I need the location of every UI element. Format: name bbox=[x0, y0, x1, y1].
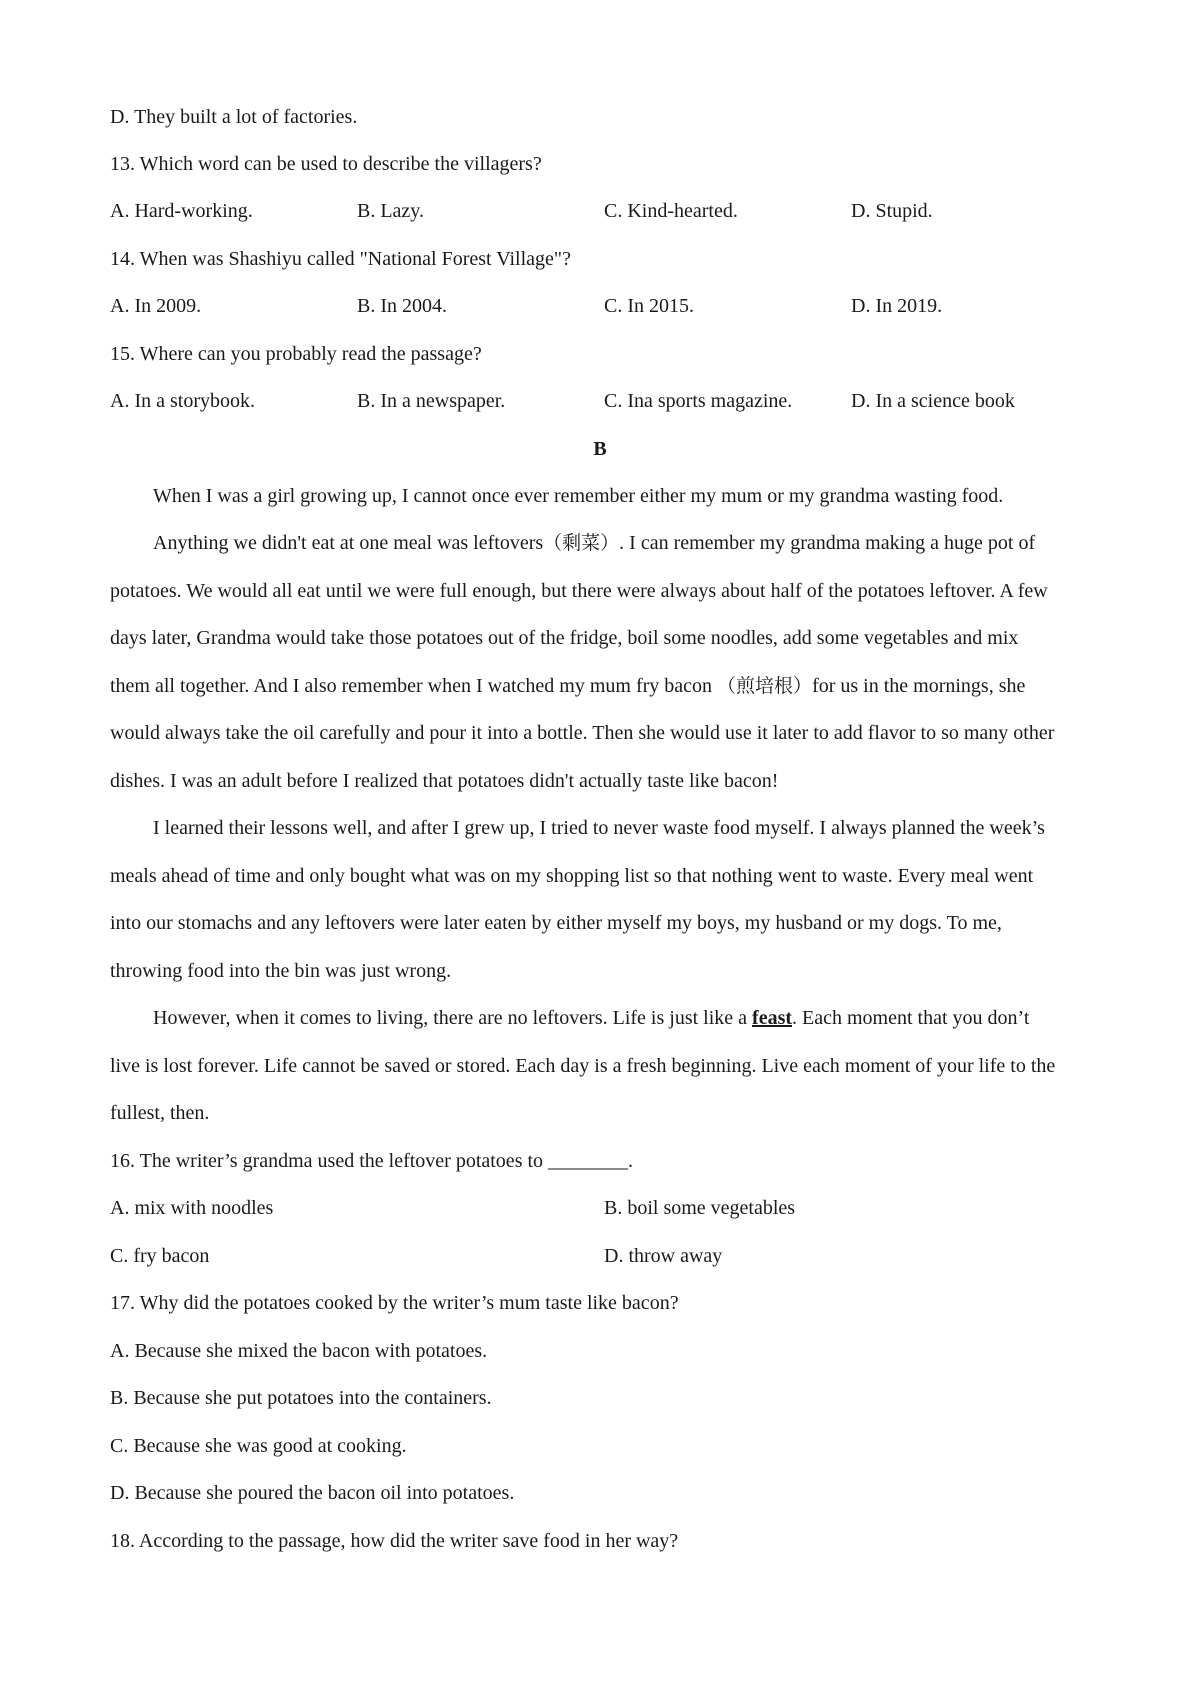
passage-text: . Each moment that you don’t bbox=[792, 1007, 1030, 1029]
passage-p3-line-2: meals ahead of time and only bought what was on my shopping list so that nothing went to waste. Every meal went bbox=[110, 865, 1034, 887]
q14-option-b: B. In 2004. bbox=[357, 295, 447, 317]
q17-stem: 17. Why did the potatoes cooked by the writer’s mum taste like bacon? bbox=[110, 1292, 679, 1314]
q17-option-d: D. Because she poured the bacon oil into potatoes. bbox=[110, 1482, 515, 1504]
passage-p2-line-6: dishes. I was an adult before I realized that potatoes didn't actually taste like bacon! bbox=[110, 770, 779, 792]
q14-option-d: D. In 2019. bbox=[851, 295, 943, 317]
q15-stem: 15. Where can you probably read the passage? bbox=[110, 343, 482, 365]
passage-p2-line-4 bbox=[110, 674, 1090, 698]
q14-option-c: C. In 2015. bbox=[604, 295, 694, 317]
q14-option-a: A. In 2009. bbox=[110, 295, 202, 317]
q13-option-c: C. Kind-hearted. bbox=[604, 200, 738, 222]
passage-p3-line-4: throwing food into the bin was just wrong. bbox=[110, 960, 452, 982]
passage-text: . I can remember my grandma making a huge pot of bbox=[619, 532, 1036, 554]
q15-option-b: B. In a newspaper. bbox=[357, 390, 506, 412]
q12-option-d: D. They built a lot of factories. bbox=[110, 106, 358, 128]
passage-text: Anything we didn't eat at one meal was leftovers bbox=[153, 532, 544, 554]
passage-p3-line-3: into our stomachs and any leftovers were later eaten by either myself my boys, my husband or my dogs. To me, bbox=[110, 912, 1002, 934]
q15-option-c: C. Ina sports magazine. bbox=[604, 390, 793, 412]
keyword-feast: feast bbox=[752, 1007, 793, 1029]
passage-paragraph-1: When I was a girl growing up, I cannot once ever remember either my mum or my grandma wasting food. bbox=[153, 485, 1004, 507]
passage-p2-line-2: potatoes. We would all eat until we were full enough, but there were always about half of the potatoes leftover. A few bbox=[110, 580, 1048, 602]
section-title: B bbox=[593, 438, 607, 460]
passage-p2-line-3: days later, Grandma would take those potatoes out of the fridge, boil some noodles, add some vegetables and mix bbox=[110, 627, 1019, 649]
q16-option-a: A. mix with noodles bbox=[110, 1197, 274, 1219]
passage-text: However, when it comes to living, there are no leftovers. Life is just like a bbox=[153, 1007, 753, 1029]
passage-p4-line-3: fullest, then. bbox=[110, 1102, 210, 1124]
gloss-leftovers: （剩菜） bbox=[543, 532, 620, 554]
passage-p2-line-5: would always take the oil carefully and pour it into a bottle. Then she would use it later to add flavor to so many other bbox=[110, 722, 1055, 744]
q17-option-a: A. Because she mixed the bacon with potatoes. bbox=[110, 1340, 488, 1362]
passage-p2-line-1 bbox=[110, 531, 1090, 555]
passage-p4-line-1 bbox=[110, 1006, 1090, 1030]
q16-option-d: D. throw away bbox=[604, 1245, 723, 1267]
q17-option-b: B. Because she put potatoes into the containers. bbox=[110, 1387, 492, 1409]
q16-option-c: C. fry bacon bbox=[110, 1245, 210, 1267]
q14-stem: 14. When was Shashiyu called "National Forest Village"? bbox=[110, 248, 571, 270]
q13-stem: 13. Which word can be used to describe the villagers? bbox=[110, 153, 542, 175]
passage-text: them all together. And I also remember when I watched my mum fry bacon bbox=[110, 675, 718, 697]
q16-option-b: B. boil some vegetables bbox=[604, 1197, 796, 1219]
q15-option-a: A. In a storybook. bbox=[110, 390, 255, 412]
q13-option-a: A. Hard-working. bbox=[110, 200, 253, 222]
q13-option-d: D. Stupid. bbox=[851, 200, 933, 222]
passage-text: for us in the mornings, she bbox=[812, 675, 1026, 697]
q13-option-b: B. Lazy. bbox=[357, 200, 425, 222]
q17-option-c: C. Because she was good at cooking. bbox=[110, 1435, 407, 1457]
q15-option-d: D. In a science book bbox=[851, 390, 1015, 412]
q16-stem: 16. The writer’s grandma used the leftover potatoes to ________. bbox=[110, 1150, 634, 1172]
passage-p3-line-1: I learned their lessons well, and after I grew up, I tried to never waste food myself. I always planned the week’s bbox=[153, 817, 1045, 839]
q18-stem: 18. According to the passage, how did the writer save food in her way? bbox=[110, 1530, 679, 1552]
gloss-fry-bacon: （煎培根） bbox=[717, 675, 813, 697]
passage-p4-line-2: live is lost forever. Life cannot be saved or stored. Each day is a fresh beginning. Live each moment of your life to the bbox=[110, 1055, 1056, 1077]
